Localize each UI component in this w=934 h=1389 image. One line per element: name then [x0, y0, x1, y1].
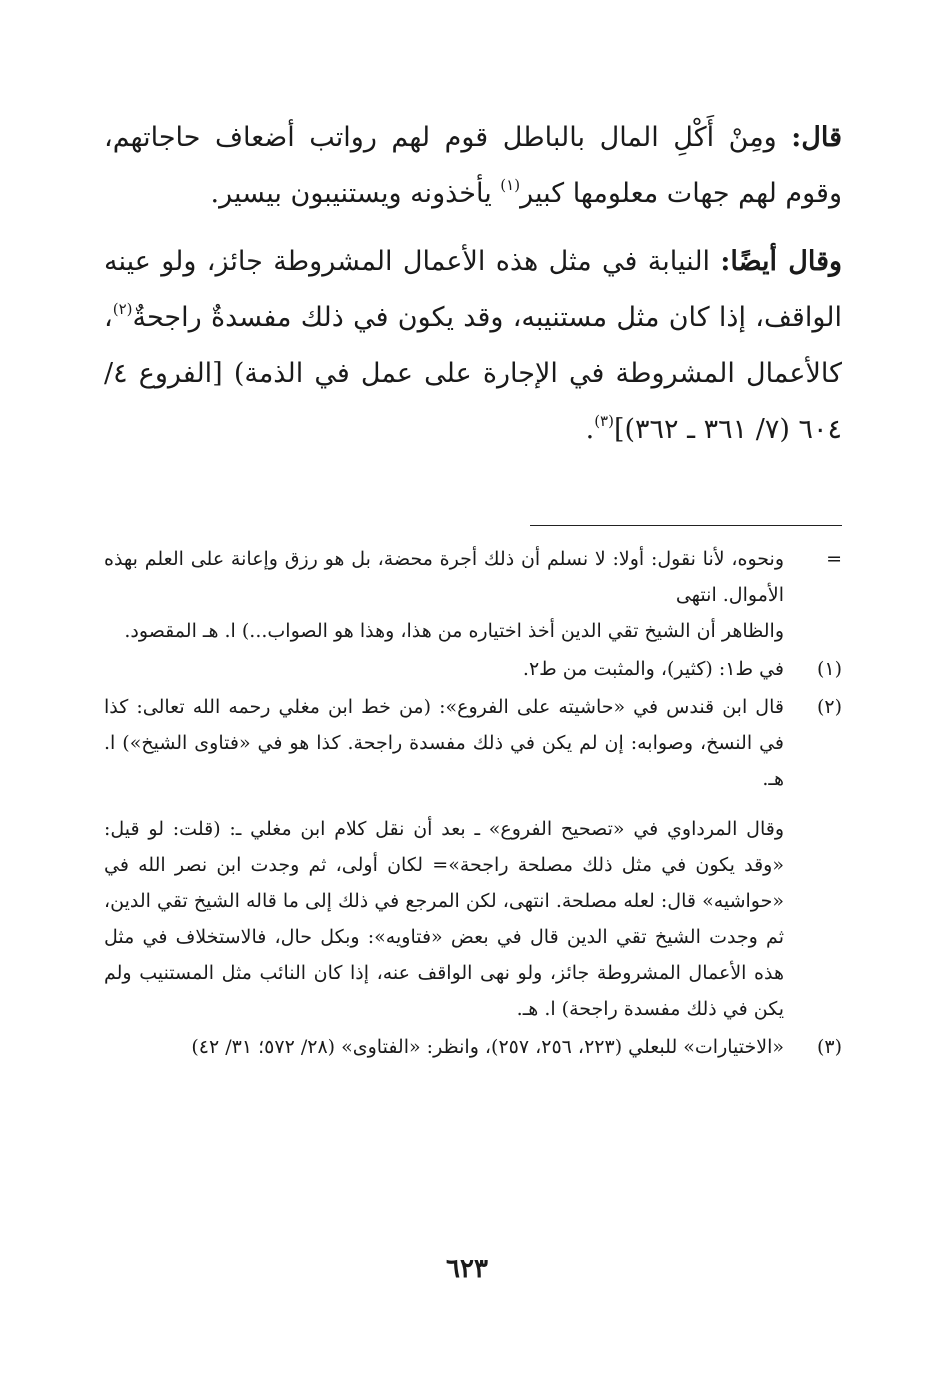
- footnote-marker: =: [826, 548, 842, 570]
- paragraph-text: ، كالأعمال المشروطة في الإجارة على عمل في الذمة) [الفروع ٤/ ٦٠٤ (٧/ ٣٦١ ـ ٣٦٢)]: [104, 302, 842, 445]
- footnote-continued: [104, 541, 842, 649]
- footnote-ref: (٣): [594, 412, 614, 430]
- footnote-body: [104, 689, 784, 1027]
- footnote-marker: (٣): [816, 1036, 842, 1058]
- paragraph-text: .: [585, 414, 595, 445]
- footnote-body: [104, 651, 784, 687]
- footnote-paragraph: «الاختيارات» للبعلي (٢٢٣، ٢٥٦، ٢٥٧)، وانظر: «الفتاوى» (٢٨/ ٥٧٢؛ ٣١/ ٤٢): [191, 1036, 784, 1058]
- footnote-paragraph: ونحوه، لأنا نقول: أولا: لا نسلم أن ذلك أجرة محضة، بل هو رزق وإعانة على العلم بهذه الأموال. انتهى: [104, 548, 784, 606]
- footnote-2: [104, 689, 842, 1027]
- paragraph-text: النيابة في مثل هذه الأعمال المشروطة جائز، ولو عينه الواقف، إذا كان مثل مستنيبه، وقد يكون في ذلك مفسدةٌ راجحةٌ: [104, 246, 842, 333]
- footnote-1: [104, 651, 842, 687]
- footnote-marker: (١): [816, 658, 842, 680]
- page-number: ٦٢٣: [446, 1254, 488, 1284]
- paragraph-2: [104, 234, 842, 458]
- footnote-marker: (٢): [816, 696, 842, 718]
- paragraph-text: يأخذونه ويستنيبون بيسير.: [210, 178, 501, 209]
- footnote-ref: (٢): [112, 300, 133, 318]
- paragraph-lead: وقال أيضًا:: [720, 246, 843, 277]
- footnote-ref: (١): [500, 176, 521, 194]
- footnote-body: [104, 541, 784, 649]
- footnote-paragraph: وقال المرداوي في «تصحيح الفروع» ـ بعد أن نقل كلام ابن مغلي ـ: (قلت: لو قيل: «وقد يكون في مثل ذلك مصلحة راجحة»= لكان أولى، ثم وجدت ابن نصر الله في «حواشيه» قال: لعله مصلحة. انتهى، لكن المرجع في ذلك إلى ما قاله الشيخ تقي الدين، ثم وجدت الشيخ تقي الدين قال في بعض «فتاويه»: وبكل حال، فالاستخلاف في مثل هذه الأعمال المشروطة جائز، ولو نهى الواقف عنه، إذا كان النائب مثل المستنيب ولم يكن في ذلك مفسدة راجحة) ا. هـ.: [104, 818, 784, 1020]
- footnote-paragraph: والظاهر أن الشيخ تقي الدين أخذ اختياره من هذا، وهذا هو الصواب...) ا. هـ المقصود.: [124, 620, 784, 642]
- main-text: [104, 110, 842, 458]
- paragraph-1: [104, 110, 842, 222]
- footnote-body: [104, 1029, 784, 1065]
- footnote-paragraph: قال ابن قندس في «حاشيته على الفروع»: (من خط ابن مغلي رحمه الله تعالى: كذا في النسخ، وصوابه: إن لم يكن في ذلك مفسدة راجحة. كذا هو في «فتاوى الشيخ») ا. هـ.: [104, 696, 784, 790]
- footnote-separator: [530, 525, 842, 526]
- footnote-3: [104, 1029, 842, 1065]
- footnote-paragraph: في ط١: (كثير)، والمثبت من ط٢.: [522, 658, 784, 680]
- paragraph-text: ومِنْ أَكْلِ المال بالباطل قوم لهم رواتب أضعاف حاجاتهم، وقوم لهم جهات معلومها كبير: [104, 122, 842, 209]
- footnotes: [104, 541, 842, 1065]
- paragraph-lead: قال:: [791, 122, 842, 153]
